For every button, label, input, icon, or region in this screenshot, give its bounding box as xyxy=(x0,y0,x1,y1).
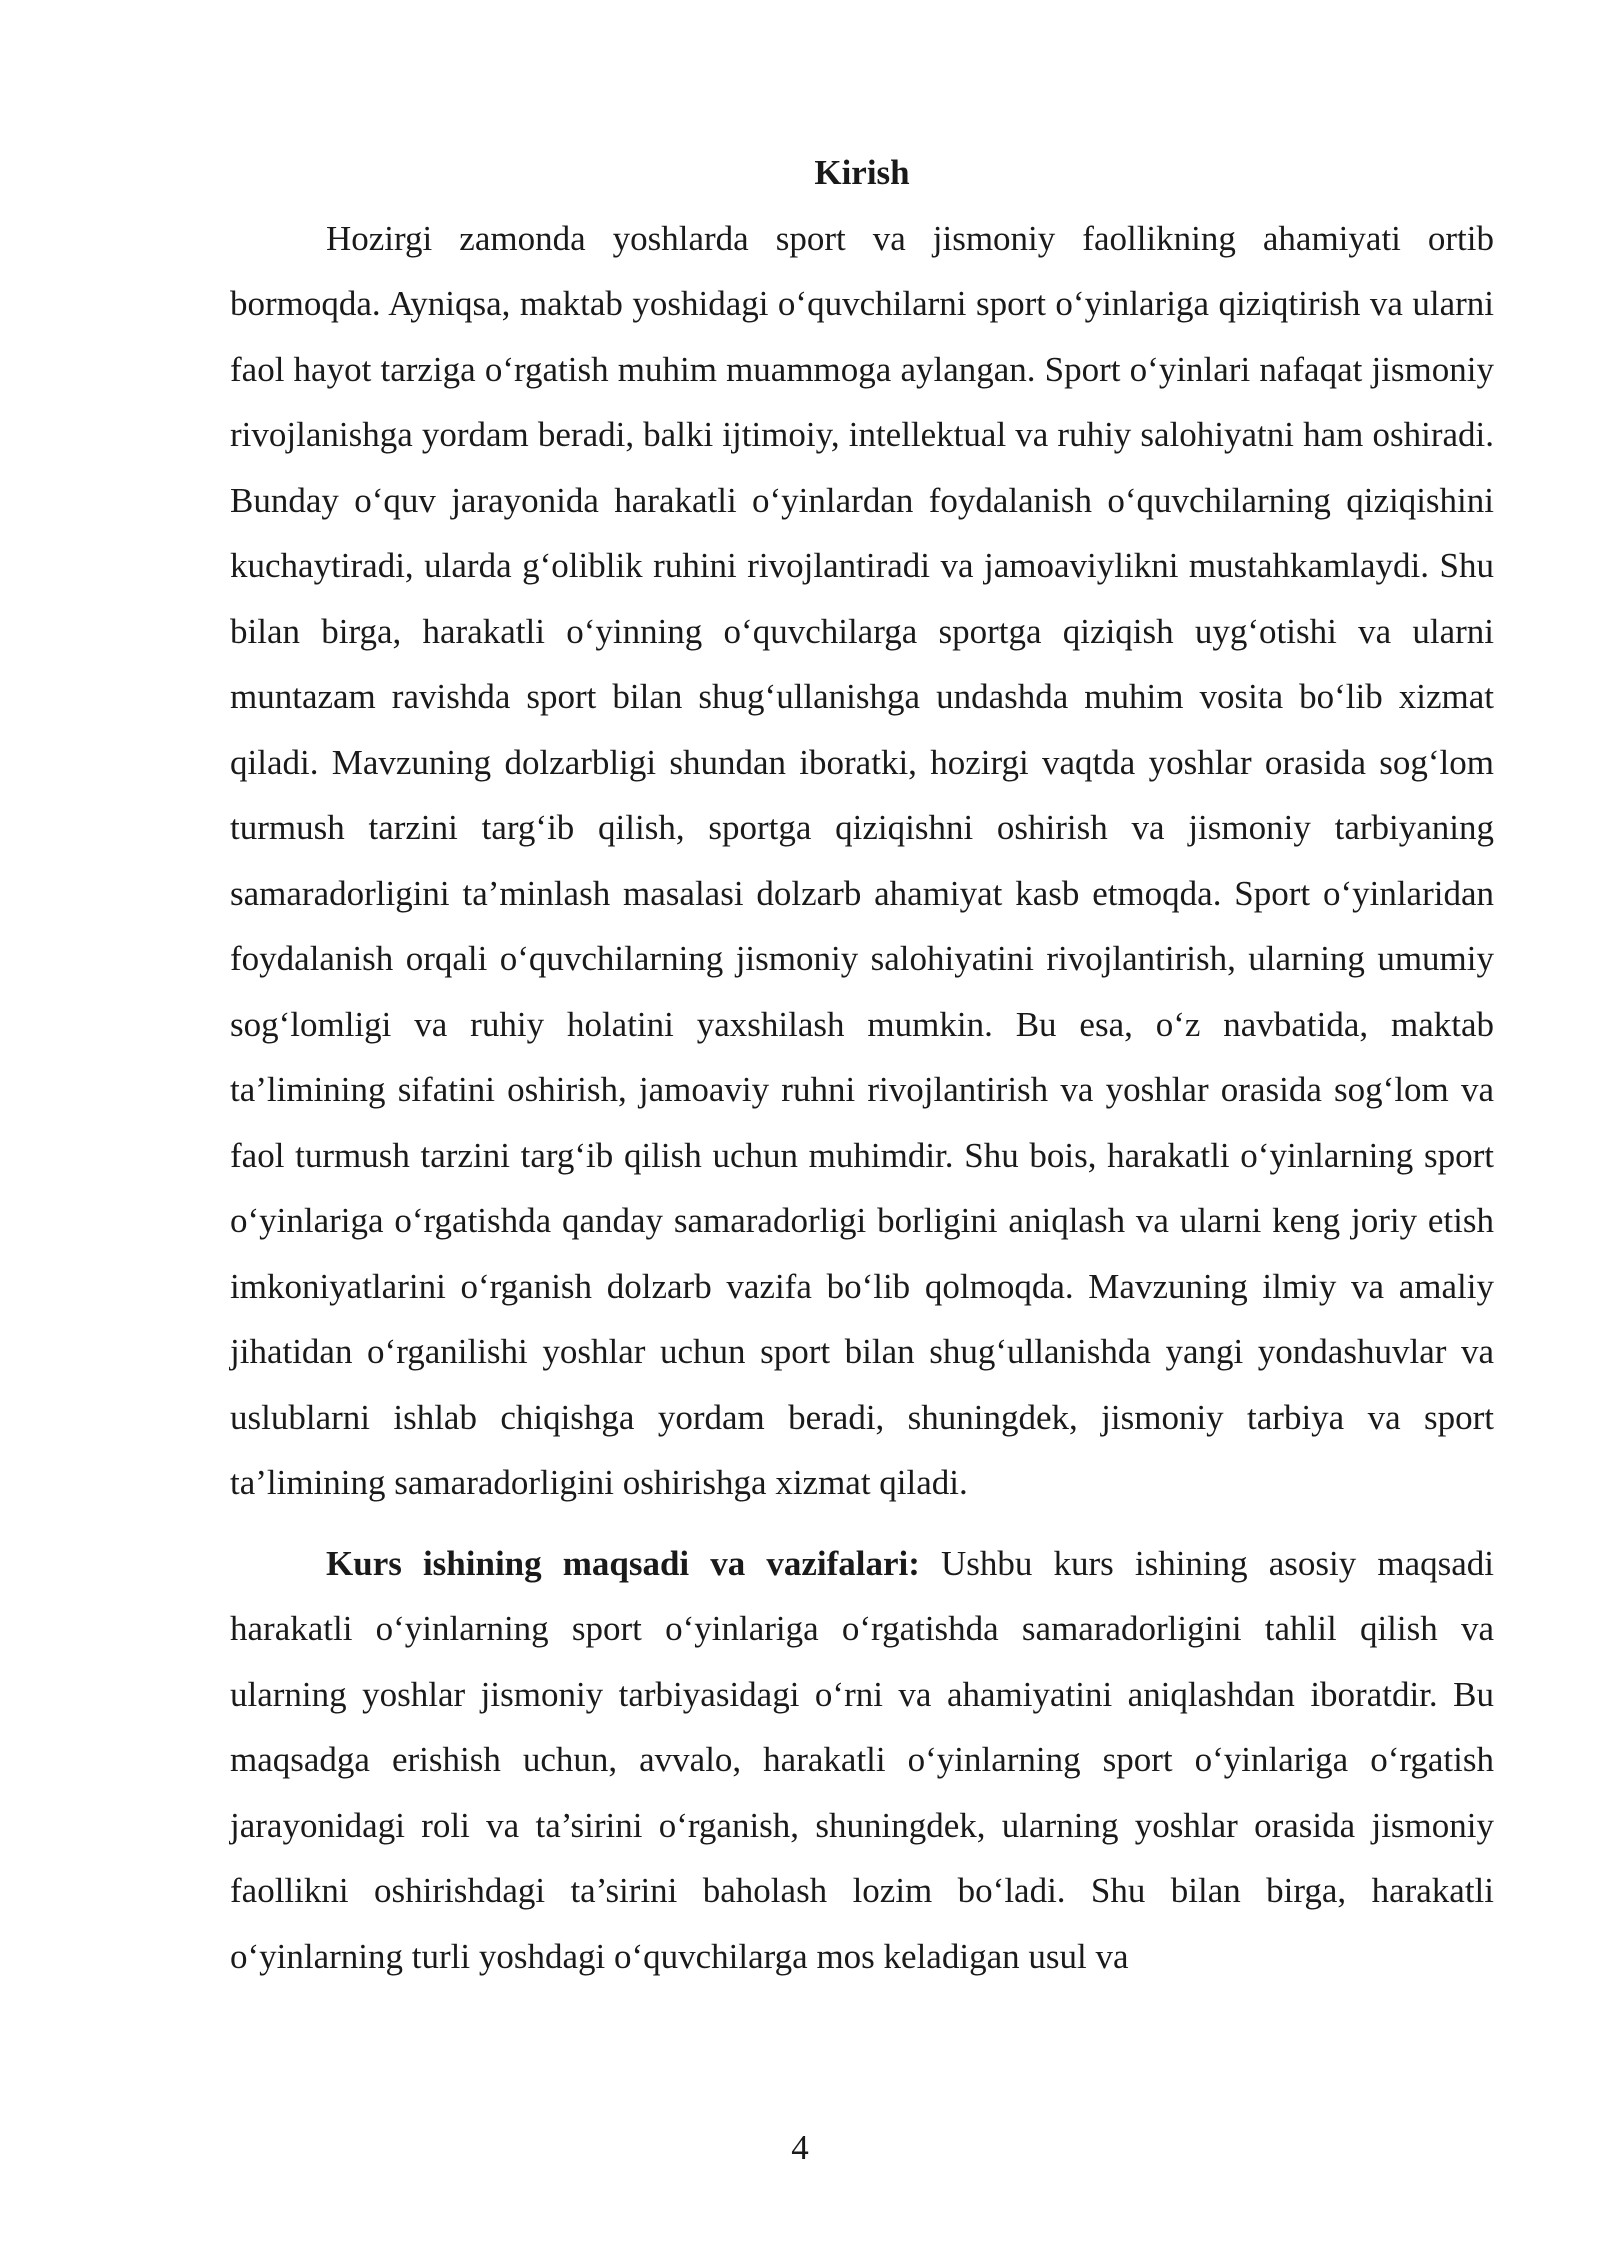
goals-paragraph-lead: Kurs ishining maqsadi va vazifalari: xyxy=(326,1543,920,1583)
intro-paragraph: Hozirgi zamonda yoshlarda sport va jismoniy faollikning ahamiyati ortib bormoqda. Ayniqsa, maktab yoshidagi o‘quvchilarni sport o‘yinlariga qiziqtirish va ularni faol hayot tarziga o‘rgatish muhim muammoga aylangan. Sport o‘yinlari nafaqat jismoniy rivojlanishga yordam beradi, balki ijtimoiy, intellektual va ruhiy salohiyatni ham oshiradi. Bunday o‘quv jarayonida harakatli o‘yinlardan foydalanish o‘quvchilarning qiziqishini kuchaytiradi, ularda g‘oliblik ruhini rivojlantiradi va jamoaviylikni mustahkamlaydi. Shu bilan birga, harakatli o‘yinning o‘quvchilarga sportga qiziqish uyg‘otishi va ularni muntazam ravishda sport bilan shug‘ullanishga undashda muhim vosita bo‘lib xizmat qiladi. Mavzuning dolzarbligi shundan iboratki, hozirgi vaqtda yoshlar orasida sog‘lom turmush tarzini targ‘ib qilish, sportga qiziqishni oshirish va jismoniy tarbiyaning samaradorligini ta’minlash masalasi dolzarb ahamiyat kasb etmoqda. Sport o‘yinlaridan foydalanish orqali o‘quvchilarning jismoniy salohiyatini rivojlantirish, ularning umumiy sog‘lomligi va ruhiy holatini yaxshilash mumkin. Bu esa, o‘z navbatida, maktab ta’limining sifatini oshirish, jamoaviy ruhni rivojlantirish va yoshlar orasida sog‘lom va faol turmush tarzini targ‘ib qilish uchun muhimdir. Shu bois, harakatli o‘yinlarning sport o‘yinlariga o‘rgatishda qanday samaradorligi borligini aniqlash va ularni keng joriy etish imkoniyatlarini o‘rganish dolzarb vazifa bo‘lib qolmoqda. Mavzuning ilmiy va amaliy jihatidan o‘rganilishi yoshlar uchun sport bilan shug‘ullanishda yangi yondashuvlar va uslublarni ishlab chiqishga yordam beradi, shuningdek, jismoniy tarbiya va sport ta’limining samaradorligini oshirishga xizmat qiladi. xyxy=(230,218,1494,1502)
goals-paragraph xyxy=(230,1531,1494,1990)
goals-paragraph-body: Ushbu kurs ishining asosiy maqsadi harakatli o‘yinlarning sport o‘yinlariga o‘rgatishda samaradorligini tahlil qilish va ularning yoshlar jismoniy tarbiyasidagi o‘rni va ahamiyatini aniqlashdan iboratdir. Bu maqsadga erishish uchun, avvalo, harakatli o‘yinlarning sport o‘yinlariga o‘rgatish jarayonidagi roli va ta’sirini o‘rganish, shuningdek, ularning yoshlar orasida jismoniy faollikni oshirishdagi ta’sirini baholash lozim bo‘ladi. Shu bilan birga, harakatli o‘yinlarning turli yoshdagi o‘quvchilarga mos keladigan usul va xyxy=(230,1543,1494,1976)
section-heading: Kirish xyxy=(814,153,910,192)
page-number: 4 xyxy=(791,2128,809,2167)
page-content xyxy=(230,140,1494,1989)
